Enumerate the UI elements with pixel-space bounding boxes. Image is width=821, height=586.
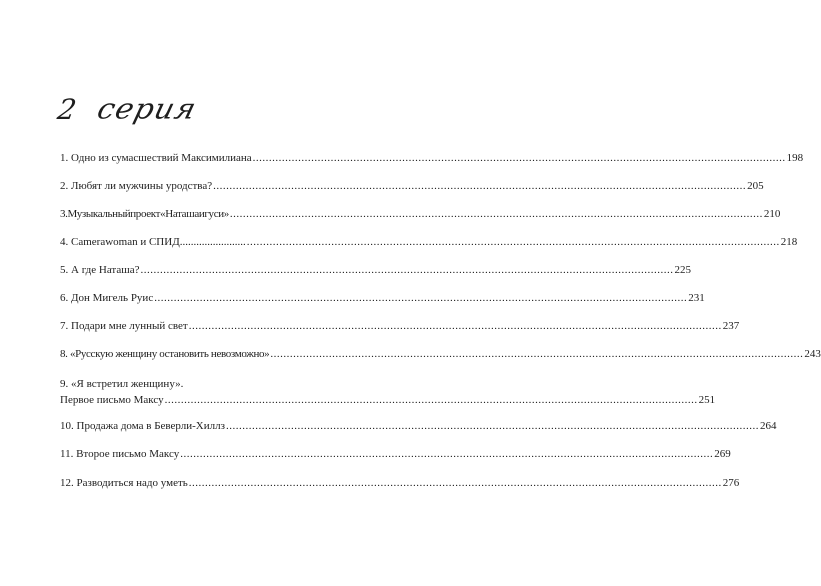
toc-dot-leader xyxy=(154,291,687,305)
toc-entry-title: 11. Второе письмо Максу xyxy=(60,448,180,460)
toc-entry xyxy=(60,263,691,277)
toc-entry-page: 264 xyxy=(759,420,777,432)
toc-entry-title: 7. Подари мне лунный свет xyxy=(60,320,188,332)
toc-entry-page: 231 xyxy=(688,292,705,304)
toc-entry xyxy=(60,179,764,193)
toc-dot-leader xyxy=(230,207,763,221)
section-number: 2 xyxy=(55,93,79,126)
toc-dot-leader xyxy=(226,419,759,433)
toc-dot-leader xyxy=(270,347,803,361)
section-heading xyxy=(55,92,200,132)
toc-dot-leader xyxy=(180,447,713,461)
toc-entry-title: 3.Музыкальныйпроект«Наташаигуси» xyxy=(60,208,229,220)
toc-entry-title: 10. Продажа дома в Беверли-Хиллз xyxy=(60,420,225,432)
toc-entry-title: Первое письмо Максу xyxy=(60,394,164,406)
toc-entry-page: 210 xyxy=(763,208,781,220)
toc-dot-leader xyxy=(213,179,746,193)
toc-dot-leader xyxy=(253,151,786,165)
toc-entry-page: 218 xyxy=(780,236,798,248)
toc-entry-title: 1. Одно из сумасшествий Максимилиана xyxy=(60,152,252,164)
section-word: серия xyxy=(93,92,200,127)
toc-dot-leader xyxy=(189,319,722,333)
toc-entry xyxy=(60,207,781,221)
toc-entry-page: 225 xyxy=(674,264,691,276)
toc-entry xyxy=(60,291,705,305)
toc-entry xyxy=(60,319,740,333)
toc-entry-page: 276 xyxy=(722,477,740,489)
toc-entry-title: 12. Разводиться надо уметь xyxy=(60,477,188,489)
toc-entry-title: 6. Дон Мигель Руис xyxy=(60,292,154,304)
toc-dot-leader xyxy=(247,235,780,249)
toc-entry-page: 269 xyxy=(714,448,731,460)
toc-entry xyxy=(60,447,731,461)
toc-entry-title-line1: 9. «Я встретил женщину». xyxy=(60,378,184,390)
toc-dot-leader xyxy=(141,263,674,277)
toc-entry xyxy=(60,235,798,249)
toc-entry xyxy=(60,419,777,433)
toc-entry-page: 198 xyxy=(786,152,804,164)
toc-dot-leader xyxy=(165,393,698,407)
toc-entry-title: 5. А где Наташа? xyxy=(60,264,140,276)
toc-entry-page: 237 xyxy=(722,320,740,332)
toc-entry-page: 251 xyxy=(698,394,716,406)
toc-entry-page: 243 xyxy=(804,348,821,360)
toc-entry xyxy=(60,377,716,407)
toc-entry-title: 2. Любят ли мужчины уродства? xyxy=(60,180,213,192)
toc-entry-title: 4. Camerawoman и СПИД........................ xyxy=(60,236,246,248)
toc-entry xyxy=(60,347,821,361)
toc-dot-leader xyxy=(189,476,722,490)
toc-entry xyxy=(60,151,804,165)
toc-entry xyxy=(60,476,740,490)
toc-entry-title: 8. «Русскую женщину остановить невозможно» xyxy=(60,348,270,360)
toc-entry-page: 205 xyxy=(747,180,764,192)
